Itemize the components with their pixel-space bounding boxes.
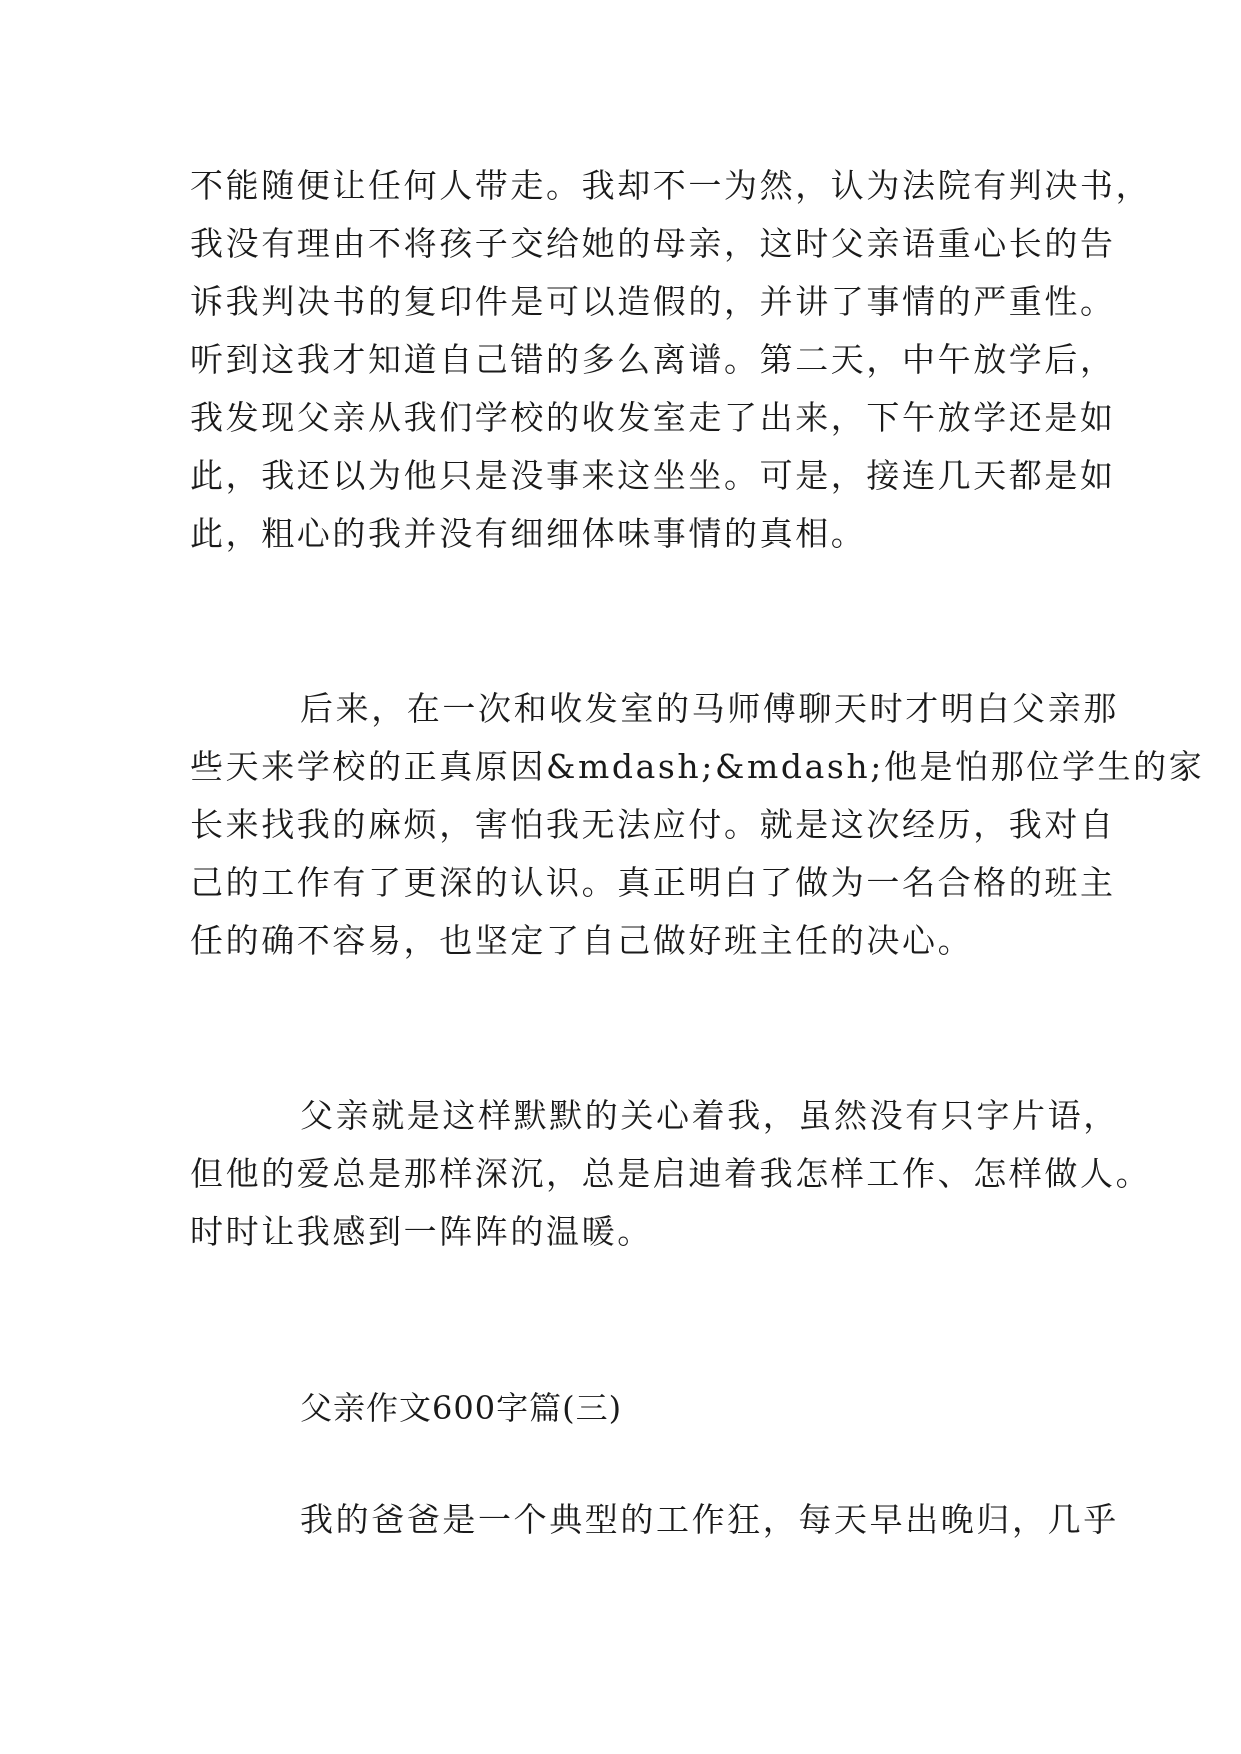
text-line: 此，粗心的我并没有细细体味事情的真相。 bbox=[190, 514, 867, 553]
text-line: 时时让我感到一阵阵的温暖。 bbox=[190, 1212, 653, 1251]
text-line: 不能随便让任何人带走。我却不一为然，认为法院有判决书， bbox=[190, 166, 1152, 205]
text-line: 听到这我才知道自己错的多么离谱。第二天，中午放学后， bbox=[190, 340, 1116, 379]
section-heading: 父亲作文600字篇(三) bbox=[300, 1389, 623, 1427]
text-line: 但他的爱总是那样深沉，总是启迪着我怎样工作、怎样做人。 bbox=[190, 1154, 1152, 1193]
text-line: 长来找我的麻烦，害怕我无法应付。就是这次经历，我对自 bbox=[190, 805, 1116, 844]
text-line: 此，我还以为他只是没事来这坐坐。可是，接连几天都是如 bbox=[190, 456, 1116, 495]
text-line: 诉我判决书的复印件是可以造假的，并讲了事情的严重性。 bbox=[190, 282, 1116, 321]
text-line: 任的确不容易，也坚定了自己做好班主任的决心。 bbox=[190, 921, 974, 960]
text-line: 我的爸爸是一个典型的工作狂，每天早出晚归，几乎 bbox=[300, 1500, 1119, 1539]
text-line: 己的工作有了更深的认识。真正明白了做为一名合格的班主 bbox=[190, 863, 1116, 902]
text-line: 后来，在一次和收发室的马师傅聊天时才明白父亲那 bbox=[300, 689, 1119, 728]
text-line: 些天来学校的正真原因&mdash;&mdash;他是怕那位学生的家 bbox=[190, 747, 1205, 786]
text-line: 我没有理由不将孩子交给她的母亲，这时父亲语重心长的告 bbox=[190, 224, 1116, 263]
text-line: 我发现父亲从我们学校的收发室走了出来，下午放学还是如 bbox=[190, 398, 1116, 437]
text-line: 父亲就是这样默默的关心着我，虽然没有只字片语， bbox=[300, 1096, 1119, 1135]
